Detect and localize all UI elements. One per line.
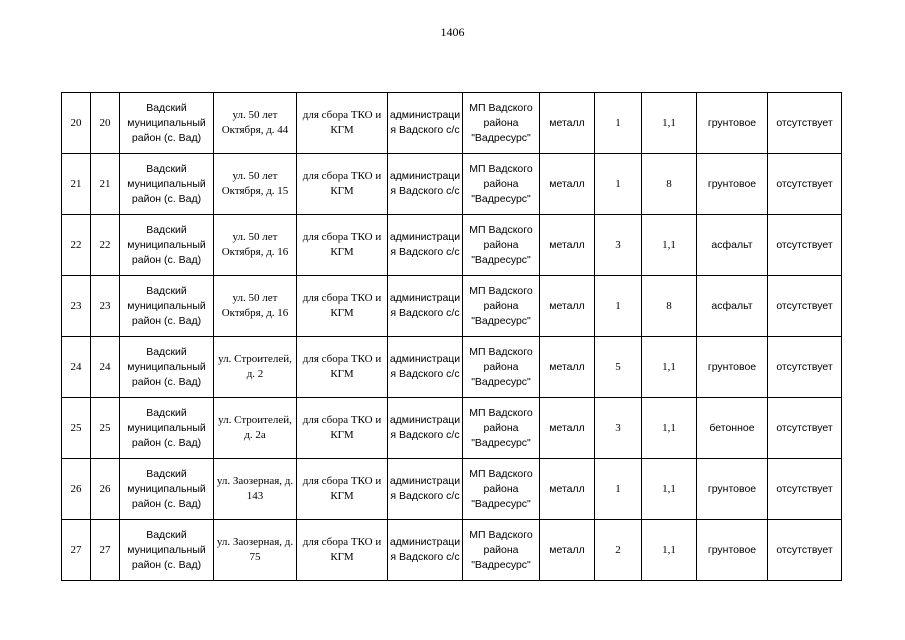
count-cell: 1: [595, 276, 642, 337]
municipality-cell: Вадский муниципальный район (с. Вад): [120, 520, 214, 581]
fence-cell: отсутствует: [768, 459, 842, 520]
volume-cell: 1,1: [642, 520, 697, 581]
surface-cell: грунтовое: [697, 520, 768, 581]
surface-cell: грунтовое: [697, 154, 768, 215]
count-cell: 2: [595, 520, 642, 581]
table-row: [62, 276, 842, 337]
volume-cell: 1,1: [642, 398, 697, 459]
table-row: [62, 398, 842, 459]
owner-cell: администрация Вадского с/с: [388, 154, 463, 215]
purpose-cell: для сбора ТКО и КГМ: [297, 154, 388, 215]
address-cell: ул. 50 лет Октября, д. 16: [214, 215, 297, 276]
fence-cell: отсутствует: [768, 276, 842, 337]
surface-cell: грунтовое: [697, 337, 768, 398]
municipality-cell: Вадский муниципальный район (с. Вад): [120, 276, 214, 337]
table-row: [62, 337, 842, 398]
row-number: 24: [62, 337, 91, 398]
count-cell: 3: [595, 398, 642, 459]
operator-cell: МП Вадского района "Вадресурс": [463, 459, 540, 520]
fence-cell: отсутствует: [768, 337, 842, 398]
operator-cell: МП Вадского района "Вадресурс": [463, 276, 540, 337]
fence-cell: отсутствует: [768, 154, 842, 215]
municipality-cell: Вадский муниципальный район (с. Вад): [120, 459, 214, 520]
count-cell: 1: [595, 459, 642, 520]
row-number: 26: [62, 459, 91, 520]
surface-cell: грунтовое: [697, 93, 768, 154]
site-number: 22: [91, 215, 120, 276]
surface-cell: асфальт: [697, 215, 768, 276]
table-row: [62, 459, 842, 520]
material-cell: металл: [540, 276, 595, 337]
volume-cell: 1,1: [642, 215, 697, 276]
material-cell: металл: [540, 520, 595, 581]
purpose-cell: для сбора ТКО и КГМ: [297, 398, 388, 459]
surface-cell: грунтовое: [697, 459, 768, 520]
count-cell: 5: [595, 337, 642, 398]
table-row: [62, 93, 842, 154]
row-number: 21: [62, 154, 91, 215]
volume-cell: 8: [642, 276, 697, 337]
address-cell: ул. 50 лет Октября, д. 15: [214, 154, 297, 215]
row-number: 20: [62, 93, 91, 154]
count-cell: 1: [595, 154, 642, 215]
address-cell: ул. Строителей, д. 2а: [214, 398, 297, 459]
site-number: 26: [91, 459, 120, 520]
municipality-cell: Вадский муниципальный район (с. Вад): [120, 398, 214, 459]
operator-cell: МП Вадского района "Вадресурс": [463, 93, 540, 154]
site-number: 20: [91, 93, 120, 154]
site-number: 21: [91, 154, 120, 215]
volume-cell: 1,1: [642, 93, 697, 154]
address-cell: ул. 50 лет Октября, д. 16: [214, 276, 297, 337]
municipality-cell: Вадский муниципальный район (с. Вад): [120, 93, 214, 154]
purpose-cell: для сбора ТКО и КГМ: [297, 459, 388, 520]
owner-cell: администрация Вадского с/с: [388, 337, 463, 398]
surface-cell: бетонное: [697, 398, 768, 459]
volume-cell: 8: [642, 154, 697, 215]
row-number: 27: [62, 520, 91, 581]
owner-cell: администрация Вадского с/с: [388, 93, 463, 154]
operator-cell: МП Вадского района "Вадресурс": [463, 520, 540, 581]
row-number: 25: [62, 398, 91, 459]
material-cell: металл: [540, 93, 595, 154]
site-number: 23: [91, 276, 120, 337]
purpose-cell: для сбора ТКО и КГМ: [297, 337, 388, 398]
municipality-cell: Вадский муниципальный район (с. Вад): [120, 215, 214, 276]
material-cell: металл: [540, 459, 595, 520]
owner-cell: администрация Вадского с/с: [388, 459, 463, 520]
fence-cell: отсутствует: [768, 520, 842, 581]
fence-cell: отсутствует: [768, 215, 842, 276]
site-number: 25: [91, 398, 120, 459]
operator-cell: МП Вадского района "Вадресурс": [463, 215, 540, 276]
material-cell: металл: [540, 154, 595, 215]
purpose-cell: для сбора ТКО и КГМ: [297, 215, 388, 276]
page-number: 1406: [440, 25, 465, 39]
site-number: 27: [91, 520, 120, 581]
owner-cell: администрация Вадского с/с: [388, 398, 463, 459]
purpose-cell: для сбора ТКО и КГМ: [297, 276, 388, 337]
waste-sites-table: [61, 92, 842, 581]
municipality-cell: Вадский муниципальный район (с. Вад): [120, 154, 214, 215]
purpose-cell: для сбора ТКО и КГМ: [297, 520, 388, 581]
fence-cell: отсутствует: [768, 398, 842, 459]
address-cell: ул. Заозерная, д. 75: [214, 520, 297, 581]
table-row: [62, 154, 842, 215]
operator-cell: МП Вадского района "Вадресурс": [463, 398, 540, 459]
address-cell: ул. 50 лет Октября, д. 44: [214, 93, 297, 154]
count-cell: 1: [595, 93, 642, 154]
material-cell: металл: [540, 337, 595, 398]
material-cell: металл: [540, 398, 595, 459]
table-row: [62, 215, 842, 276]
fence-cell: отсутствует: [768, 93, 842, 154]
municipality-cell: Вадский муниципальный район (с. Вад): [120, 337, 214, 398]
purpose-cell: для сбора ТКО и КГМ: [297, 93, 388, 154]
operator-cell: МП Вадского района "Вадресурс": [463, 337, 540, 398]
address-cell: ул. Строителей, д. 2: [214, 337, 297, 398]
table-row: [62, 520, 842, 581]
owner-cell: администрация Вадского с/с: [388, 520, 463, 581]
operator-cell: МП Вадского района "Вадресурс": [463, 154, 540, 215]
row-number: 23: [62, 276, 91, 337]
site-number: 24: [91, 337, 120, 398]
count-cell: 3: [595, 215, 642, 276]
volume-cell: 1,1: [642, 337, 697, 398]
row-number: 22: [62, 215, 91, 276]
address-cell: ул. Заозерная, д. 143: [214, 459, 297, 520]
material-cell: металл: [540, 215, 595, 276]
owner-cell: администрация Вадского с/с: [388, 276, 463, 337]
owner-cell: администрация Вадского с/с: [388, 215, 463, 276]
volume-cell: 1,1: [642, 459, 697, 520]
surface-cell: асфальт: [697, 276, 768, 337]
